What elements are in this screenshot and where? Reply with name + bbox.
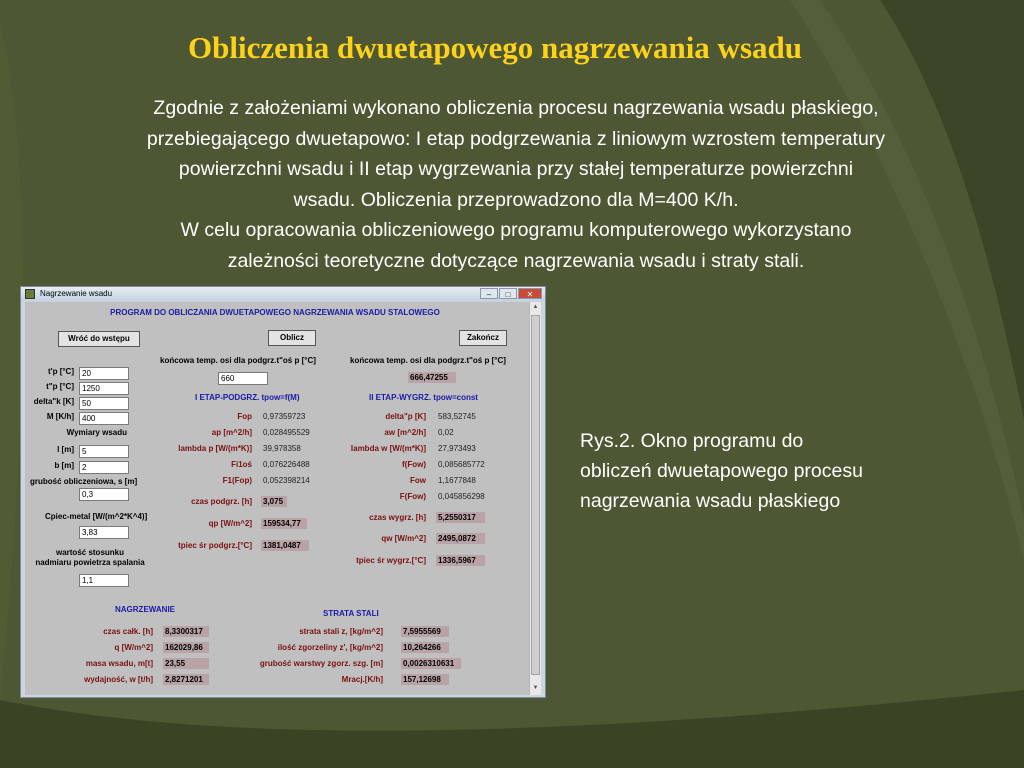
ratio-label: nadmiaru powietrza spalania xyxy=(35,558,145,567)
nagrzewanie-row-value: 23,55 xyxy=(163,658,209,669)
koncowa-temp-label-1: końcowa temp. osi dla podgrz.t"oś p [°C] xyxy=(160,356,316,365)
window-titlebar[interactable] xyxy=(21,287,545,302)
nagrzewanie-row-label: q [W/m^2] xyxy=(114,643,153,652)
dims-label: Wymiary wsadu xyxy=(66,428,127,437)
stage2-row-label: aw [m^2/h] xyxy=(384,428,426,437)
tpiec-w-value: 1336,5967 xyxy=(436,555,485,566)
vertical-scrollbar[interactable] xyxy=(529,302,541,695)
window-client-area xyxy=(25,302,541,695)
nagrzewanie-row-value: 2,8271201 xyxy=(163,674,209,685)
strata-row-label: Mracj.[K/h] xyxy=(341,675,383,684)
koncowa-temp-label-2: końcowa temp. osi dla podgrz.t"oś p [°C] xyxy=(350,356,506,365)
stage1-row-label: lambda p [W/(m*K)] xyxy=(178,444,252,453)
scrollbar-thumb[interactable] xyxy=(531,315,540,675)
nagrzewanie-row-value: 8,3300317 xyxy=(163,626,209,637)
stage2-row-value: 1,1677848 xyxy=(438,476,476,485)
strata-row-label: ilość zgorzeliny z', [kg/m^2] xyxy=(277,643,383,652)
cpiec-label: Cpiec-metal [W/(m^2*K^4)] xyxy=(45,512,148,521)
s-label: grubość obliczeniowa, s [m] xyxy=(30,477,138,486)
delta-label: delta"k [K] xyxy=(33,397,74,406)
ratio-input[interactable]: 1,1 xyxy=(79,574,129,587)
stage2-row-label: f(Fow) xyxy=(402,460,426,469)
slide-title: Obliczenia dwuetapowego nagrzewania wsadu xyxy=(188,30,802,65)
strata-row-label: grubość warstwy zgorz. szg. [m] xyxy=(259,659,383,668)
nagrzewanie-row-value: 162029,86 xyxy=(163,642,209,653)
czas-podgrz-value: 3,075 xyxy=(261,496,287,507)
czas-wygrz-value: 5,2550317 xyxy=(436,512,485,523)
stage2-row-value: 0,02 xyxy=(438,428,454,437)
stage1-row-label: F1(Fop) xyxy=(222,476,252,485)
stage2-row-label: lambda w [W/(m*K)] xyxy=(350,444,426,453)
koncowa-temp-output: 666,47255 xyxy=(408,372,456,383)
program-title: PROGRAM DO OBLICZANIA DWUETAPOWEGO NAGRZEWANIA WSADU STALOWEGO xyxy=(110,308,440,317)
tpiec-p-label: tpiec śr podgrz.[°C] xyxy=(178,541,252,550)
strata-row-value: 157,12698 xyxy=(401,674,449,685)
stage1-row-value: 0,052398214 xyxy=(263,476,310,485)
czas-podgrz-label: czas podgrz. [h] xyxy=(191,497,252,506)
strata-row-value: 10,264266 xyxy=(401,642,449,653)
caption-line: Rys.2. Okno programu do xyxy=(580,430,804,452)
delta-input[interactable]: 50 xyxy=(79,397,129,410)
strata-row-value: 7,5955569 xyxy=(401,626,449,637)
intro-line: wsadu. Obliczenia przeprowadzono dla M=400 K/h. xyxy=(293,188,739,211)
stage1-row-label: Fi1oś xyxy=(231,460,252,469)
figure-caption xyxy=(580,426,1000,516)
close-button[interactable]: ✕ xyxy=(518,288,542,299)
tp-input[interactable]: 20 xyxy=(79,367,129,380)
program-window xyxy=(20,286,546,698)
strata-row-label: strata stali z, [kg/m^2] xyxy=(299,627,383,636)
stage1-title: I ETAP-PODGRZ. tpow=f(M) xyxy=(195,393,300,402)
stage1-row-value: 0,028495529 xyxy=(263,428,310,437)
tp-label: t'p [°C] xyxy=(48,367,74,376)
tpp-label: t"p [°C] xyxy=(46,382,74,391)
caption-line: nagrzewania wsadu płaskiego xyxy=(580,490,841,512)
qw-label: qw [W/m^2] xyxy=(381,534,426,543)
maximize-button[interactable]: □ xyxy=(499,288,517,299)
nagrzewanie-row-label: czas całk. [h] xyxy=(103,627,153,636)
stage2-row-label: F(Fow) xyxy=(399,492,426,501)
stage2-row-value: 0,045856298 xyxy=(438,492,485,501)
stage2-row-value: 27,973493 xyxy=(438,444,476,453)
minimize-button[interactable]: – xyxy=(480,288,498,299)
stage1-row-value: 0,076226488 xyxy=(263,460,310,469)
stage2-row-value: 583,52745 xyxy=(438,412,476,421)
intro-line: zależności teoretyczne dotyczące nagrzewania wsadu i straty stali. xyxy=(227,249,805,272)
caption-line: obliczeń dwuetapowego procesu xyxy=(580,460,863,482)
tpiec-p-value: 1381,0487 xyxy=(261,540,309,551)
stage2-row-value: 0,085685772 xyxy=(438,460,485,469)
calculate-button[interactable]: Oblicz xyxy=(268,330,316,346)
window-title: Nagrzewanie wsadu xyxy=(40,289,113,298)
stage1-row-label: ap [m^2/h] xyxy=(211,428,252,437)
intro-text xyxy=(25,93,1007,276)
stage1-row-label: Fop xyxy=(237,412,252,421)
strata-row-value: 0,0026310631 xyxy=(401,658,461,669)
stage2-row-label: delta"p [K] xyxy=(385,412,426,421)
m-input[interactable]: 400 xyxy=(79,412,129,425)
nagrzewanie-row-label: wydajność, w [t/h] xyxy=(84,675,153,684)
intro-line: powierzchni wsadu i II etap wygrzewania przy stałej temperaturze powierzchni xyxy=(178,158,854,180)
qp-value: 159534,77 xyxy=(261,518,307,529)
l-label: l [m] xyxy=(57,445,74,454)
stage1-row-value: 39,978358 xyxy=(263,444,301,453)
nagrzewanie-row-label: masa wsadu, m[t] xyxy=(85,659,153,668)
qp-label: qp [W/m^2] xyxy=(208,519,252,528)
intro-line: przebiegającego dwuetapowo: I etap podgrzewania z liniowym wzrostem temperatury xyxy=(146,127,886,150)
app-icon xyxy=(25,289,35,299)
scroll-down-arrow-icon[interactable]: ▼ xyxy=(532,685,539,691)
intro-line: Zgodnie z założeniami wykonano obliczenia procesu nagrzewania wsadu płaskiego, xyxy=(153,97,879,119)
exit-button[interactable]: Zakończ xyxy=(459,330,507,346)
m-label: M [K/h] xyxy=(46,412,74,421)
b-input[interactable]: 2 xyxy=(79,461,129,474)
tpiec-w-label: tpiec śr wygrz.[°C] xyxy=(356,556,426,565)
stage2-row-label: Fow xyxy=(410,476,426,485)
qw-value: 2495,0872 xyxy=(436,533,485,544)
tpp-input[interactable]: 1250 xyxy=(79,382,129,395)
czas-wygrz-label: czas wygrz. [h] xyxy=(369,513,426,522)
stage2-title: II ETAP-WYGRZ. tpow=const xyxy=(369,393,478,402)
scroll-up-arrow-icon[interactable]: ▲ xyxy=(532,304,539,310)
koncowa-temp-input[interactable]: 660 xyxy=(218,372,268,385)
b-label: b [m] xyxy=(54,461,74,470)
strata-title: STRATA STALI xyxy=(323,609,379,618)
stage1-row-value: 0,97359723 xyxy=(263,412,306,421)
back-to-intro-button[interactable]: Wróć do wstępu xyxy=(58,331,140,347)
ratio-label: wartość stosunku xyxy=(55,548,124,557)
intro-line: W celu opracowania obliczeniowego programu komputerowego wykorzystano xyxy=(180,219,852,241)
s-input[interactable]: 0,3 xyxy=(79,488,129,501)
l-input[interactable]: 5 xyxy=(79,445,129,458)
cpiec-input[interactable]: 3,83 xyxy=(79,526,129,539)
nagrzewanie-title: NAGRZEWANIE xyxy=(115,605,175,614)
